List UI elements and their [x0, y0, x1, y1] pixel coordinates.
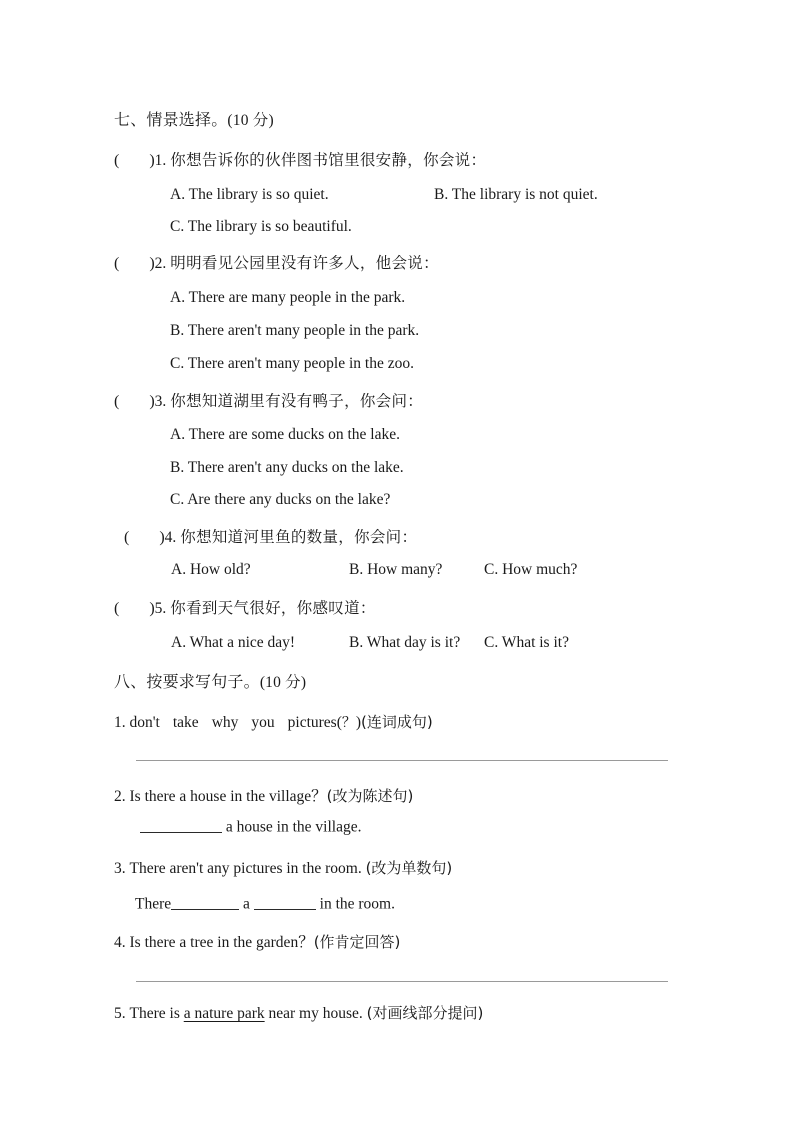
write-item-1-word-2: take [172, 714, 199, 731]
write-item-2-answer-suffix: a house in the village. [222, 818, 362, 836]
write-item-1-answer-rule[interactable] [136, 760, 668, 761]
question-4-option-b[interactable]: B. How many? [349, 561, 443, 578]
paren-open: ( [114, 152, 120, 169]
question-4-stem [124, 525, 417, 547]
question-5-number: 5. [154, 600, 167, 617]
section-7-label: 七、情景选择。 [114, 110, 228, 129]
write-item-2-number: 2. [114, 788, 126, 805]
question-2-stem [114, 251, 439, 273]
write-item-5-number: 5. [114, 1005, 126, 1022]
write-item-4-text: Is there a tree in the garden？ [129, 934, 314, 951]
paren-close: ) [159, 529, 165, 546]
write-item-4-number: 4. [114, 934, 126, 951]
write-item-4-instruction: (作肯定回答) [313, 933, 401, 951]
question-1-number: 1. [154, 152, 167, 169]
write-item-3-text: There aren't any pictures in the room. [129, 860, 362, 877]
question-2-number: 2. [154, 255, 167, 272]
question-5-option-c[interactable]: C. What is it? [484, 634, 569, 651]
write-item-3-blank-2[interactable] [254, 894, 316, 910]
paren-open: ( [114, 600, 120, 617]
question-2-option-a[interactable]: A. There are many people in the park. [170, 289, 406, 306]
write-item-5-instruction: (对画线部分提问) [366, 1004, 484, 1022]
write-item-1-word-5: pictures( [287, 714, 342, 731]
question-1-option-b[interactable]: B. The library is not quiet. [434, 186, 598, 203]
question-5-text: 你看到天气很好，你感叹道： [170, 599, 376, 617]
write-item-3-blank-1[interactable] [171, 894, 239, 910]
answer-paren-5[interactable] [114, 600, 155, 618]
write-item-5-text-before: There is [129, 1005, 184, 1022]
write-item-2-text: Is there a house in the village？ [129, 788, 327, 805]
question-3-number: 3. [154, 393, 167, 410]
write-item-3-answer-tail: in the room. [319, 895, 395, 913]
paren-close: ) [149, 255, 155, 272]
write-item-3-answer-mid: a [243, 895, 250, 913]
write-item-1-paren-close: ) [355, 714, 362, 731]
write-item-2-blank[interactable] [140, 817, 222, 833]
paren-close: ) [149, 152, 155, 169]
answer-paren-1[interactable] [114, 152, 155, 170]
write-item-1-question-mark: ？ [341, 715, 356, 731]
answer-paren-4[interactable] [124, 529, 165, 547]
question-2-option-b[interactable]: B. There aren't many people in the park. [170, 322, 420, 339]
write-item-1-number: 1. [114, 714, 126, 731]
question-3-option-c[interactable]: C. Are there any ducks on the lake? [170, 491, 391, 508]
question-4-number: 4. [164, 529, 177, 546]
question-3-text: 你想知道湖里有没有鸭子，你会问： [170, 392, 424, 410]
question-2-option-c[interactable]: C. There aren't many people in the zoo. [170, 355, 414, 372]
write-item-2-answer [140, 817, 361, 837]
answer-paren-2[interactable] [114, 255, 155, 273]
section-7-score: (10 分) [227, 112, 274, 129]
question-1-option-c[interactable]: C. The library is so beautiful. [170, 218, 352, 235]
write-item-3-answer-lead: There [135, 895, 172, 913]
write-item-2-instruction: (改为陈述句) [326, 787, 414, 805]
paren-open: ( [114, 255, 120, 272]
section-heading-7 [114, 107, 274, 130]
write-item-3-answer [135, 894, 395, 914]
paren-open: ( [114, 393, 120, 410]
write-item-1-word-4: you [251, 714, 275, 731]
write-item-5-underlined-phrase: a nature park [183, 1005, 265, 1022]
question-4-text: 你想知道河里鱼的数量，你会问： [180, 528, 418, 546]
paren-close: ) [149, 600, 155, 617]
section-8-label: 八、按要求写句子。 [114, 672, 260, 691]
write-item-3 [114, 857, 452, 878]
question-3-stem [114, 389, 423, 411]
question-3-option-b[interactable]: B. There aren't any ducks on the lake. [170, 459, 404, 476]
paren-close: ) [149, 393, 155, 410]
write-item-4 [114, 930, 400, 952]
question-4-option-c[interactable]: C. How much? [484, 561, 578, 578]
write-item-1-instruction: (连词成句) [361, 713, 433, 731]
question-2-text: 明明看见公园里没有许多人，他会说： [170, 254, 439, 272]
write-item-1 [114, 711, 433, 732]
question-5-option-b[interactable]: B. What day is it? [349, 634, 461, 651]
write-item-2 [114, 784, 413, 806]
write-item-1-word-3: why [211, 714, 239, 731]
write-item-5-text-after: near my house. [264, 1005, 363, 1022]
question-1-stem [114, 148, 486, 170]
question-1-option-a[interactable]: A. The library is so quiet. [170, 186, 329, 203]
question-5-option-a[interactable]: A. What a nice day! [171, 634, 296, 651]
write-item-4-answer-rule[interactable] [136, 981, 668, 982]
write-item-3-number: 3. [114, 860, 126, 877]
section-heading-8 [114, 669, 306, 692]
paren-open: ( [124, 529, 130, 546]
question-3-option-a[interactable]: A. There are some ducks on the lake. [170, 426, 400, 443]
write-item-5 [114, 1002, 483, 1023]
section-8-score: (10 分) [259, 674, 307, 691]
question-1-text: 你想告诉你的伙伴图书馆里很安静，你会说： [170, 151, 487, 169]
answer-paren-3[interactable] [114, 393, 155, 411]
write-item-1-word-1: don't [129, 714, 160, 731]
write-item-3-instruction: (改为单数句) [365, 859, 453, 877]
question-5-stem [114, 596, 376, 618]
question-4-option-a[interactable]: A. How old? [171, 561, 251, 578]
